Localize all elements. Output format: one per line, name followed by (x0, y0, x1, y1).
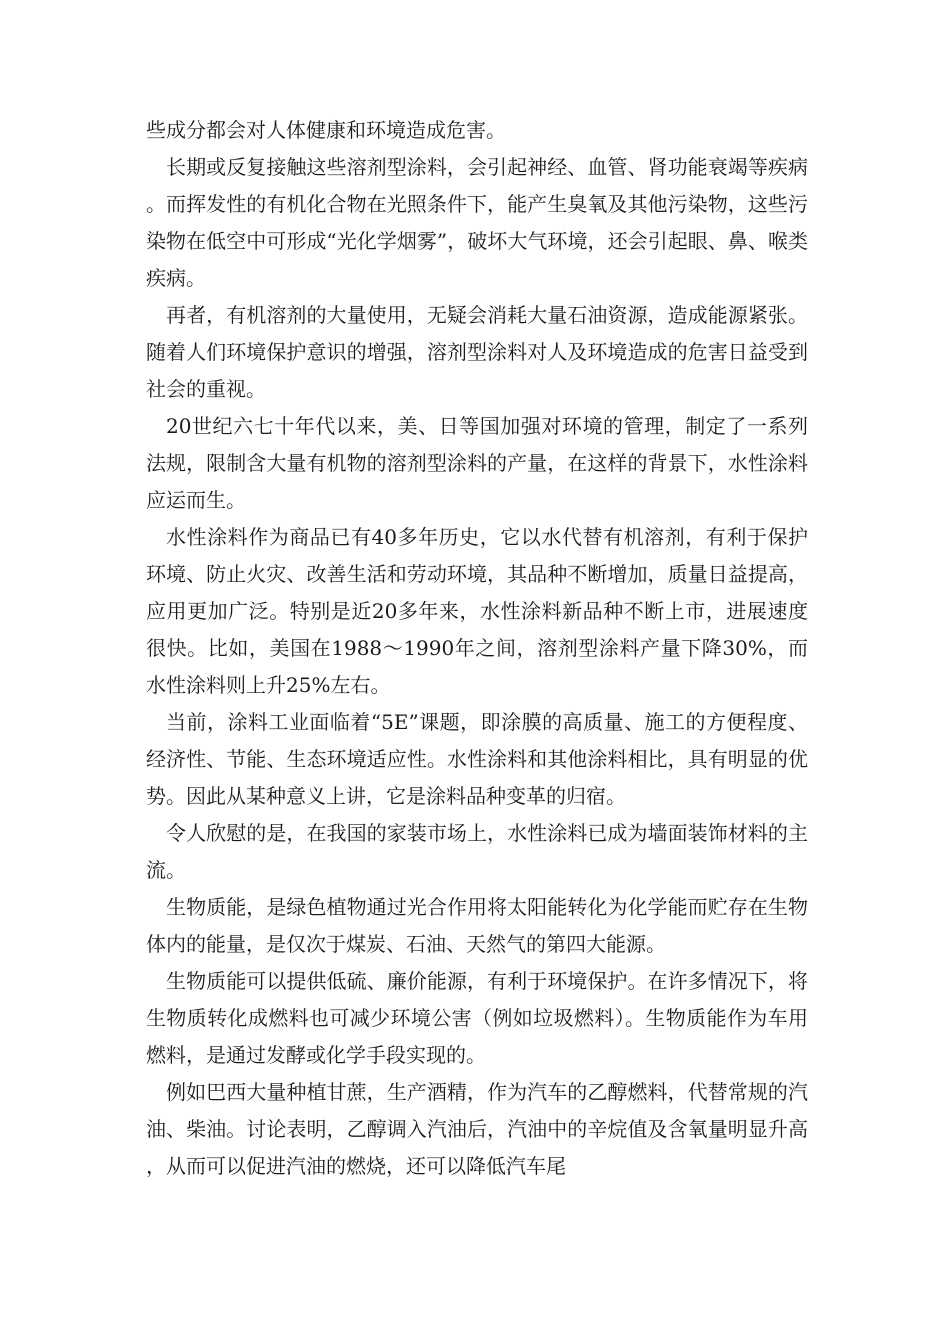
paragraph-6: 当前，涂料工业面临着“5E”课题，即涂膜的高质量、施工的方便程度、经济性、节能、生态环境适应性。水性涂料和其他涂料相比，具有明显的优势。因此从某种意义上讲，它是涂料品种变革的归宿。 (146, 710, 808, 808)
paragraph-8: 生物质能，是绿色植物通过光合作用将太阳能转化为化学能而贮存在生物体内的能量，是仅次于煤炭、石油、天然气的第四大能源。 (146, 895, 808, 956)
paragraph-9: 生物质能可以提供低硫、廉价能源，有利于环境保护。在许多情况下，将生物质转化成燃料也可减少环境公害（例如垃圾燃料）。生物质能作为车用燃料，是通过发酵或化学手段实现的。 (146, 969, 808, 1067)
paragraph-4: 20世纪六七十年代以来，美、日等国加强对环境的管理，制定了一系列法规，限制含大量有机物的溶剂型涂料的产量，在这样的背景下，水性涂料应运而生。 (146, 414, 808, 512)
paragraph-3: 再者，有机溶剂的大量使用，无疑会消耗大量石油资源，造成能源紧张。随着人们环境保护意识的增强，溶剂型涂料对人及环境造成的危害日益受到社会的重视。 (146, 303, 808, 401)
paragraph-5: 水性涂料作为商品已有40多年历史，它以水代替有机溶剂，有利于保护环境、防止火灾、改善生活和劳动环境，其品种不断增加，质量日益提高，应用更加广泛。特别是近20多年来，水性涂料新品种不断上市，进展速度很快。比如，美国在1988～1990年之间，溶剂型涂料产量下降30%，而水性涂料则上升25%左右。 (146, 525, 808, 697)
paragraph-1: 些成分都会对人体健康和环境造成危害。 (146, 118, 506, 142)
paragraph-10: 例如巴西大量种植甘蔗，生产酒精，作为汽车的乙醇燃料，代替常规的汽油、柴油。讨论表明，乙醇调入汽油后，汽油中的辛烷值及含氧量明显升高，从而可以促进汽油的燃烧，还可以降低汽车尾 (146, 1080, 808, 1178)
document-body (146, 112, 808, 1185)
paragraph-7: 令人欣慰的是，在我国的家装市场上，水性涂料已成为墙面装饰材料的主流。 (146, 821, 808, 882)
paragraph-2: 长期或反复接触这些溶剂型涂料，会引起神经、血管、肾功能衰竭等疾病。而挥发性的有机化合物在光照条件下，能产生臭氧及其他污染物，这些污染物在低空中可形成“光化学烟雾”，破坏大气环境，还会引起眼、鼻、喉类疾病。 (146, 155, 808, 290)
